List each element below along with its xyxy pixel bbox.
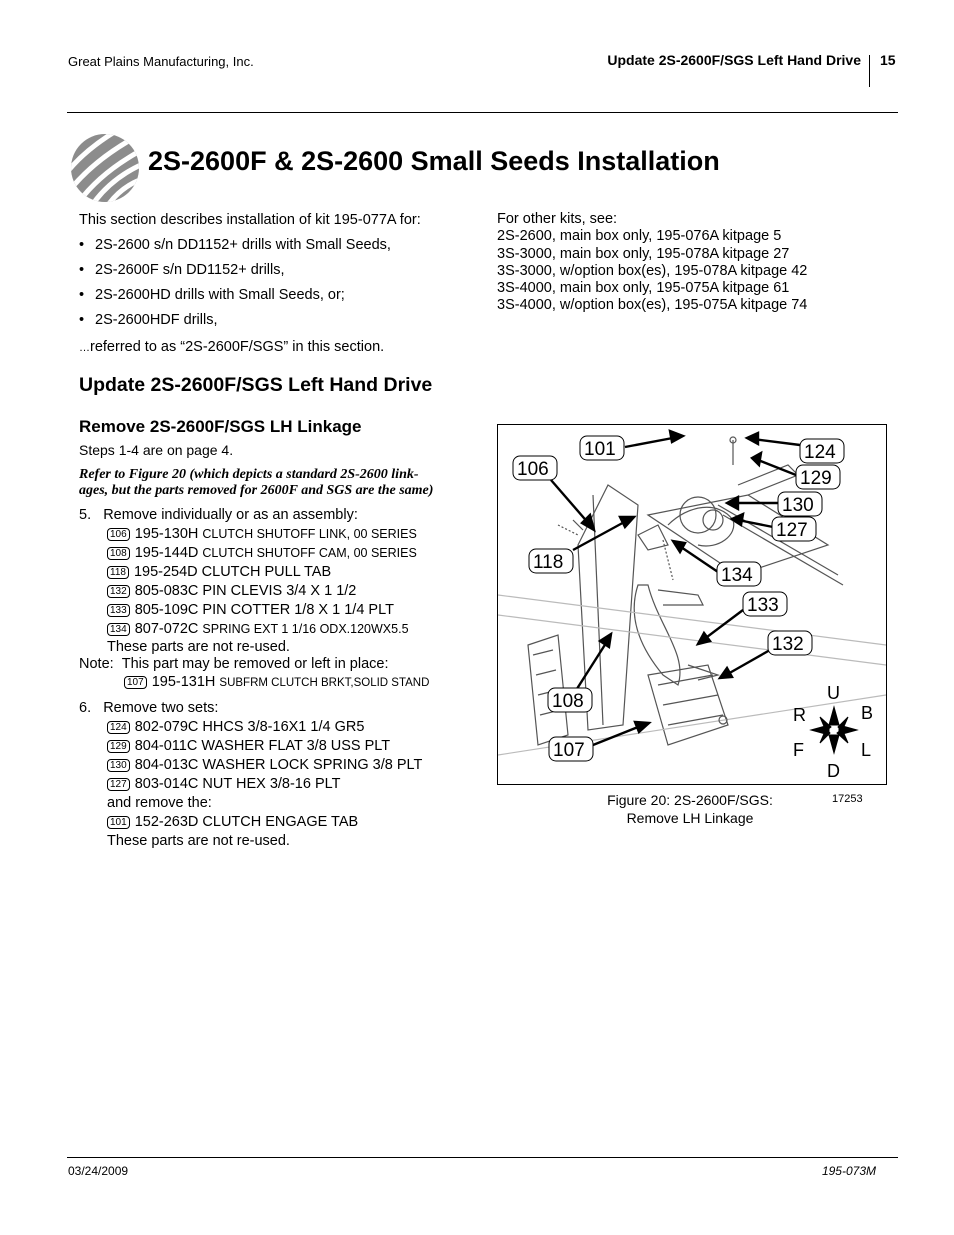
model-list-item: • 2S-2600 s/n DD1152+ drills with Small Seeds, xyxy=(79,236,479,254)
part-row xyxy=(79,525,429,544)
callout-127: 127 xyxy=(776,520,808,541)
part-number: 195-144D xyxy=(134,545,199,561)
callout-130: 130 xyxy=(782,495,814,516)
part-description: PIN CLEVIS 3/4 X 1 1/2 xyxy=(202,583,357,599)
intro-tail-text: referred to as “2S-2600F/SGS” in this section. xyxy=(90,339,385,355)
model-list xyxy=(79,236,479,329)
other-kit-item: 3S-4000, main box only, 195-075A kitpage 61 xyxy=(497,280,790,297)
compass-back: B xyxy=(861,703,874,723)
part-callout: 133 xyxy=(107,604,130,617)
part-number: 804-011C xyxy=(134,738,198,754)
callout-132: 132 xyxy=(772,634,804,655)
model-list-item: • 2S-2600HD drills with Small Seeds, or; xyxy=(79,286,479,304)
part-callout: 129 xyxy=(107,740,130,753)
header-divider xyxy=(869,55,870,87)
footer-rule xyxy=(67,1157,898,1158)
refer-note xyxy=(79,467,479,499)
part-callout: 130 xyxy=(107,759,130,772)
part-row xyxy=(79,544,429,563)
part-row xyxy=(79,813,422,832)
step-6-text xyxy=(79,699,422,718)
step-text: Remove individually or as an assembly: xyxy=(103,507,358,523)
compass-up: U xyxy=(827,683,840,703)
part-callout: 118 xyxy=(107,566,129,579)
part-number: 195-254D xyxy=(133,564,198,580)
step-5-text xyxy=(79,506,429,525)
part-callout: 106 xyxy=(107,528,130,541)
intro-lead: This section describes installation of kit 195-077A for: xyxy=(79,212,421,228)
callout-118: 118 xyxy=(533,552,564,573)
compass-front: F xyxy=(793,740,804,760)
other-kit-item: 3S-4000, w/option box(es), 195-075A kitpage 74 xyxy=(497,297,808,314)
part-row xyxy=(79,718,422,737)
not-reused-note: These parts are not re-used. xyxy=(107,639,290,655)
callout-106: 106 xyxy=(517,459,549,480)
step-number: 5. xyxy=(79,507,92,523)
part-number: 195-131H xyxy=(151,674,216,690)
part-description: CLUTCH SHUTOFF LINK, 00 SERIES xyxy=(202,527,417,541)
other-kits-lead: For other kits, see: xyxy=(497,211,618,227)
compass-down: D xyxy=(827,761,840,781)
page-number: 15 xyxy=(880,52,896,68)
not-reused-note: These parts are not re-used. xyxy=(107,833,290,849)
header-company: Great Plains Manufacturing, Inc. xyxy=(68,54,254,69)
part-number: 805-109C xyxy=(134,602,199,618)
part-number: 805-083C xyxy=(134,583,199,599)
part-description: PIN COTTER 1/8 X 1 1/4 PLT xyxy=(202,602,394,618)
compass-right: R xyxy=(793,705,806,725)
intro-section xyxy=(79,211,479,357)
part-number: 195-130H xyxy=(134,526,199,542)
part-callout: 108 xyxy=(107,547,130,560)
part-callout: 101 xyxy=(107,816,130,829)
other-kit-item: 2S-2600, main box only, 195-076A kitpage 5 xyxy=(497,228,782,245)
part-description: WASHER LOCK SPRING 3/8 PLT xyxy=(202,757,423,773)
part-number: 802-079C xyxy=(134,719,199,735)
part-callout: 134 xyxy=(107,623,130,636)
part-description: CLUTCH PULL TAB xyxy=(201,564,332,580)
part-row xyxy=(79,582,429,601)
intro-tail xyxy=(79,338,479,357)
ellipsis: … xyxy=(79,342,90,354)
step-text: Remove two sets: xyxy=(103,700,219,716)
linkage-illustration xyxy=(498,425,886,784)
part-row xyxy=(79,674,429,691)
figure-number: 17253 xyxy=(832,793,863,805)
section-heading: Update 2S-2600F/SGS Left Hand Drive xyxy=(79,374,433,396)
part-row xyxy=(79,563,429,582)
other-kits xyxy=(497,211,877,315)
caption-line: Remove LH Linkage xyxy=(626,810,754,826)
page-title: 2S-2600F & 2S-2600 Small Seeds Installation xyxy=(148,146,720,176)
callout-134: 134 xyxy=(721,565,753,586)
part-description: CLUTCH ENGAGE TAB xyxy=(202,814,359,830)
part-number: 804-013C xyxy=(134,757,199,773)
steps-note: Steps 1-4 are on page 4. xyxy=(79,442,234,458)
caption-line: Figure 20: 2S-2600F/SGS: xyxy=(607,792,773,808)
and-remove-text: and remove the: xyxy=(107,795,212,811)
other-kit-item: 3S-3000, main box only, 195-078A kitpage 27 xyxy=(497,245,790,262)
part-callout: 107 xyxy=(124,676,147,689)
compass-left: L xyxy=(861,740,872,760)
callout-124: 124 xyxy=(804,442,836,463)
part-row xyxy=(79,756,422,775)
part-number: 803-014C xyxy=(134,776,199,792)
part-number: 807-072C xyxy=(134,621,199,637)
great-plains-logo xyxy=(70,133,140,203)
step-number: 6. xyxy=(79,700,92,716)
part-callout: 124 xyxy=(107,721,130,734)
callout-129: 129 xyxy=(800,468,832,489)
part-number: 152-263D xyxy=(134,814,199,830)
part-row xyxy=(79,601,429,620)
step-6 xyxy=(79,699,422,851)
footer-doc-number: 195-073M xyxy=(821,1164,876,1178)
header-rule xyxy=(67,112,898,113)
step-5 xyxy=(79,506,429,691)
part-description: CLUTCH SHUTOFF CAM, 00 SERIES xyxy=(202,546,417,560)
part-description: WASHER FLAT 3/8 USS PLT xyxy=(201,738,391,754)
callout-108: 108 xyxy=(552,691,584,712)
part-description: SPRING EXT 1 1/16 ODX.120WX5.5 xyxy=(202,622,409,636)
callout-101: 101 xyxy=(584,439,616,460)
header-section-title: Update 2S-2600F/SGS Left Hand Drive xyxy=(607,52,861,68)
refer-note-line: ages, but the parts removed for 2600F and SGS are the same) xyxy=(79,483,434,498)
part-description: SUBFRM CLUTCH BRKT,SOLID STAND xyxy=(219,677,430,689)
callout-107: 107 xyxy=(553,740,585,761)
part-description: NUT HEX 3/8-16 PLT xyxy=(202,776,341,792)
part-description: HHCS 3/8-16X1 1/4 GR5 xyxy=(202,719,365,735)
part-row xyxy=(79,737,422,756)
model-list-item: • 2S-2600F s/n DD1152+ drills, xyxy=(79,261,479,279)
model-list-item: • 2S-2600HDF drills, xyxy=(79,311,479,329)
figure-caption xyxy=(560,791,820,827)
footer-date: 03/24/2009 xyxy=(68,1164,129,1178)
orientation-compass xyxy=(793,683,873,781)
subsection-heading: Remove 2S-2600F/SGS LH Linkage xyxy=(79,417,362,436)
note-label: Note: xyxy=(79,656,114,672)
figure-20 xyxy=(497,424,887,785)
part-callout: 127 xyxy=(107,778,130,791)
refer-note-line: Refer to Figure 20 (which depicts a standard 2S-2600 link- xyxy=(79,467,419,482)
callout-133: 133 xyxy=(747,595,779,616)
part-row xyxy=(79,620,429,639)
part-callout: 132 xyxy=(107,585,130,598)
part-row xyxy=(79,775,422,794)
note-line xyxy=(79,655,429,674)
other-kit-item: 3S-3000, w/option box(es), 195-078A kitpage 42 xyxy=(497,262,808,279)
note-text: This part may be removed or left in place: xyxy=(121,656,389,672)
